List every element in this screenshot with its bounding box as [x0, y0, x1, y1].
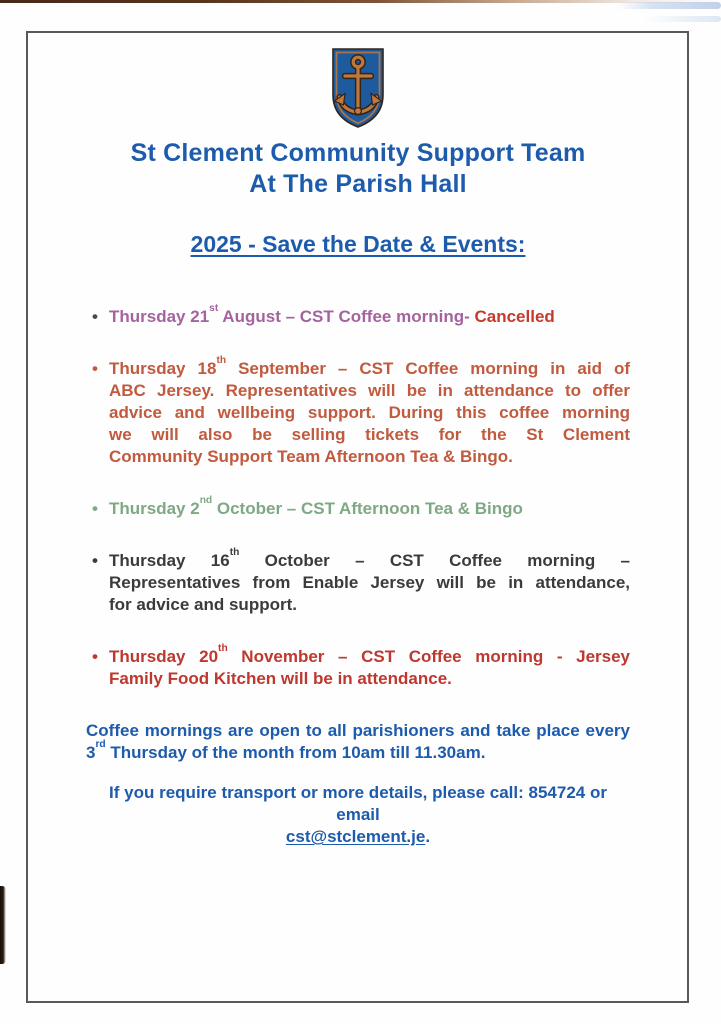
event-item-august-coffee-morning-cancelled [92, 302, 630, 328]
text-segment: August – CST Coffee morning- [218, 307, 475, 326]
text-segment: If you require transport or more details, please call: 854724 or email [109, 783, 607, 824]
event-text [109, 546, 631, 616]
event-text [109, 354, 631, 468]
text-line [109, 446, 630, 468]
ordinal-suffix: nd [199, 494, 213, 506]
document-frame [26, 31, 689, 1003]
text-segment: October – CST Coffee morning – [239, 551, 631, 570]
bullet-icon: • [92, 359, 98, 378]
text-segment: Thursday 2 [109, 499, 200, 518]
events-list [86, 302, 631, 690]
event-text [109, 642, 630, 690]
text-line [109, 494, 630, 520]
ordinal-suffix: th [216, 354, 227, 366]
text-line [86, 738, 630, 764]
text-line [86, 720, 630, 742]
text-segment: Thursday 16 [109, 551, 230, 570]
text-line [109, 402, 630, 424]
event-text [109, 494, 630, 520]
text-line [109, 302, 630, 328]
document-header [86, 138, 630, 200]
event-item-october-coffee-morning-enable-jersey [92, 546, 631, 616]
event-text [109, 302, 630, 328]
title-line-1: St Clement Community Support Team [130, 139, 586, 167]
event-item-november-coffee-morning-jersey-family-food-kitchen [92, 642, 630, 690]
text-segment: . [425, 827, 431, 846]
scan-artifact-blue-smudge [617, 2, 721, 9]
text-segment: Coffee mornings are open to all parishioners and take place every [86, 721, 630, 740]
footer-contact-note [86, 782, 630, 848]
text-segment: we will also be selling tickets for the St Clement [109, 425, 630, 444]
text-segment: Thursday 21 [109, 307, 210, 326]
text-line [109, 594, 630, 616]
footer-coffee-mornings-note [86, 720, 630, 764]
text-segment: for advice and support. [109, 595, 297, 614]
heading-wrap [86, 230, 630, 258]
text-segment: November – CST Coffee morning - Jersey [227, 647, 630, 666]
text-segment: Thursday 18 [109, 359, 217, 378]
email-text: cst@stclement.je [285, 827, 426, 846]
ordinal-suffix: th [229, 546, 240, 558]
event-item-september-coffee-morning-abc-jersey [92, 354, 631, 468]
text-line [109, 424, 630, 446]
title-line-2: At The Parish Hall [249, 170, 467, 198]
text-line [109, 354, 631, 380]
document-content [28, 33, 687, 848]
bullet-icon: • [92, 307, 98, 326]
anchor-crest-icon [330, 47, 386, 129]
footer [86, 720, 630, 848]
text-segment: Thursday 20 [109, 647, 219, 666]
text-segment: Family Food Kitchen will be in attendance. [109, 669, 452, 688]
text-segment: Community Support Team Afternoon Tea & Bingo. [109, 447, 513, 466]
text-segment: September – CST Coffee morning in aid of [226, 359, 631, 378]
scan-artifact-left-edge [0, 886, 6, 964]
text-segment: Representatives from Enable Jersey will be in attendance, [109, 573, 630, 592]
ordinal-suffix: rd [95, 738, 106, 750]
text-line [109, 572, 630, 594]
text-segment: advice and wellbeing support. During this coffee morning [109, 403, 630, 422]
scan-artifact-top-edge [0, 0, 721, 3]
text-line [109, 642, 630, 668]
text-line [86, 782, 630, 826]
text-segment: ABC Jersey. Representatives will be in attendance to offer [109, 381, 630, 400]
text-line [86, 826, 630, 848]
events-heading: 2025 - Save the Date & Events: [190, 231, 526, 257]
ordinal-suffix: th [218, 642, 228, 654]
event-item-october-afternoon-tea-bingo [92, 494, 630, 520]
scan-artifact-blue-smudge [643, 16, 721, 22]
text-line [109, 668, 630, 690]
text-segment: October – CST Afternoon Tea & Bingo [212, 499, 523, 518]
bullet-icon: • [92, 499, 98, 518]
text-segment: Thursday of the month from 10am till 11.30am. [105, 743, 486, 762]
text-segment: 3 [86, 743, 96, 762]
text-line [109, 380, 630, 402]
text-line [109, 546, 631, 572]
ordinal-suffix: st [209, 302, 219, 314]
bullet-icon: • [92, 647, 98, 666]
text-segment: Cancelled [474, 307, 555, 326]
bullet-icon: • [92, 551, 98, 570]
